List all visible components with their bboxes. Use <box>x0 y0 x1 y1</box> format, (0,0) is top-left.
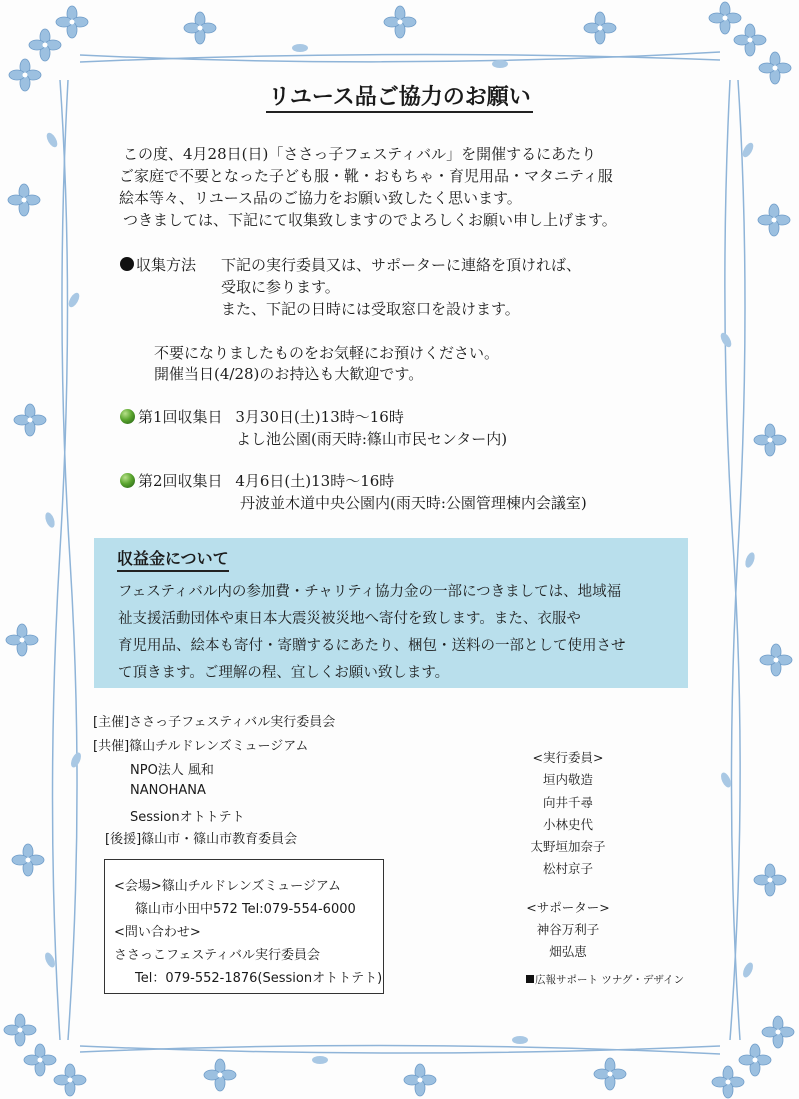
venue-label: <会場>篠山チルドレンズミュージアム <box>114 879 341 894</box>
square-bullet-icon <box>526 975 534 983</box>
day-1-place: よし池公園(雨天時:篠山市民センター内) <box>236 430 508 448</box>
cohost-member-1: NPO法人 風和 <box>130 763 214 778</box>
black-bullet-icon <box>120 257 134 271</box>
venue-address: 篠山市小田中572 Tel:079-554-6000 <box>135 902 356 917</box>
committee-member: 小林史代 <box>542 817 593 832</box>
supporters-heading: <サポーター> <box>526 900 610 915</box>
intro-line-4: つきましては、下記にて収集致しますのでよろしくお願い申し上げます。 <box>123 211 617 229</box>
organizer-host: [主催]ささっ子フェスティバル実行委員会 <box>93 715 336 730</box>
green-bullet-icon <box>120 409 135 424</box>
collection-method <box>120 255 196 276</box>
intro-line-1: この度、4月28日(日)「ささっ子フェスティバル」を開催するにあたり <box>123 145 597 163</box>
day-1-label: 第1回収集日 <box>138 408 223 426</box>
proceeds-line-3: 育児用品、絵本も寄付・寄贈するにあたり、梱包・送料の一部として使用させ <box>118 638 626 654</box>
committee-member: 太野垣加奈子 <box>530 839 606 854</box>
day-2-place: 丹波並木道中央公園内(雨天時:公園管理棟内会議室) <box>240 494 587 512</box>
note-line-1: 不要になりましたものをお気軽にお預けください。 <box>154 344 500 362</box>
contact-phone: Tel：079-552-1876(Sessionオトトテト) <box>135 971 383 986</box>
cohost-member-2: NANOHANA <box>130 783 206 798</box>
day-2-label: 第2回収集日 <box>138 472 223 490</box>
note-line-2: 開催当日(4/28)のお持込も大歓迎です。 <box>154 365 424 383</box>
supporter-member: 畑弘恵 <box>549 944 587 959</box>
committee-member: 向井千尋 <box>542 795 593 810</box>
collection-day-2 <box>120 471 394 492</box>
collection-line-2: 受取に参ります。 <box>221 278 340 296</box>
cohost-member-3: Sessionオトトテト <box>130 810 245 825</box>
collection-line-1: 下記の実行委員又は、サポーターに連絡を頂ければ、 <box>221 256 582 274</box>
organizer-cohost: [共催]篠山チルドレンズミュージアム <box>93 739 309 754</box>
design-credit: 広報サポート ツナグ・デザイン <box>526 972 684 987</box>
intro-line-2: ご家庭で不要となった子ども服・靴・おもちゃ・育児用品・マタニティ服 <box>119 167 613 185</box>
collection-label: 収集方法 <box>136 256 197 274</box>
committee-member: 垣内敬造 <box>542 772 593 787</box>
collection-day-1 <box>120 407 404 428</box>
green-bullet-icon <box>120 473 135 488</box>
contact-organization: ささっこフェスティバル実行委員会 <box>114 948 321 963</box>
proceeds-line-1: フェスティバル内の参加費・チャリティ協力金の一部につきましては、地域福 <box>118 584 622 600</box>
proceeds-heading: 収益金について <box>117 546 229 572</box>
day-2-datetime: 4月6日(土)13時～16時 <box>235 472 395 490</box>
proceeds-line-2: 祉支援活動団体や東日本大震災被災地へ寄付を致します。また、衣服や <box>118 611 581 627</box>
supporter-member: 神谷万利子 <box>536 922 600 937</box>
committee-heading: <実行委員> <box>532 750 604 765</box>
collection-line-3: また、下記の日時には受取窓口を設けます。 <box>221 300 520 318</box>
page-title: リユース品ご協力のお願い <box>0 80 799 111</box>
intro-line-3: 絵本等々、リユース品のご協力をお願い致したく思います。 <box>119 189 522 207</box>
contact-label: <問い合わせ> <box>114 925 201 940</box>
organizer-support: [後援]篠山市・篠山市教育委員会 <box>105 832 298 847</box>
day-1-datetime: 3月30日(土)13時～16時 <box>235 408 404 426</box>
committee-member: 松村京子 <box>542 861 593 876</box>
proceeds-line-4: て頂きます。ご理解の程、宜しくお願い致します。 <box>118 665 450 681</box>
